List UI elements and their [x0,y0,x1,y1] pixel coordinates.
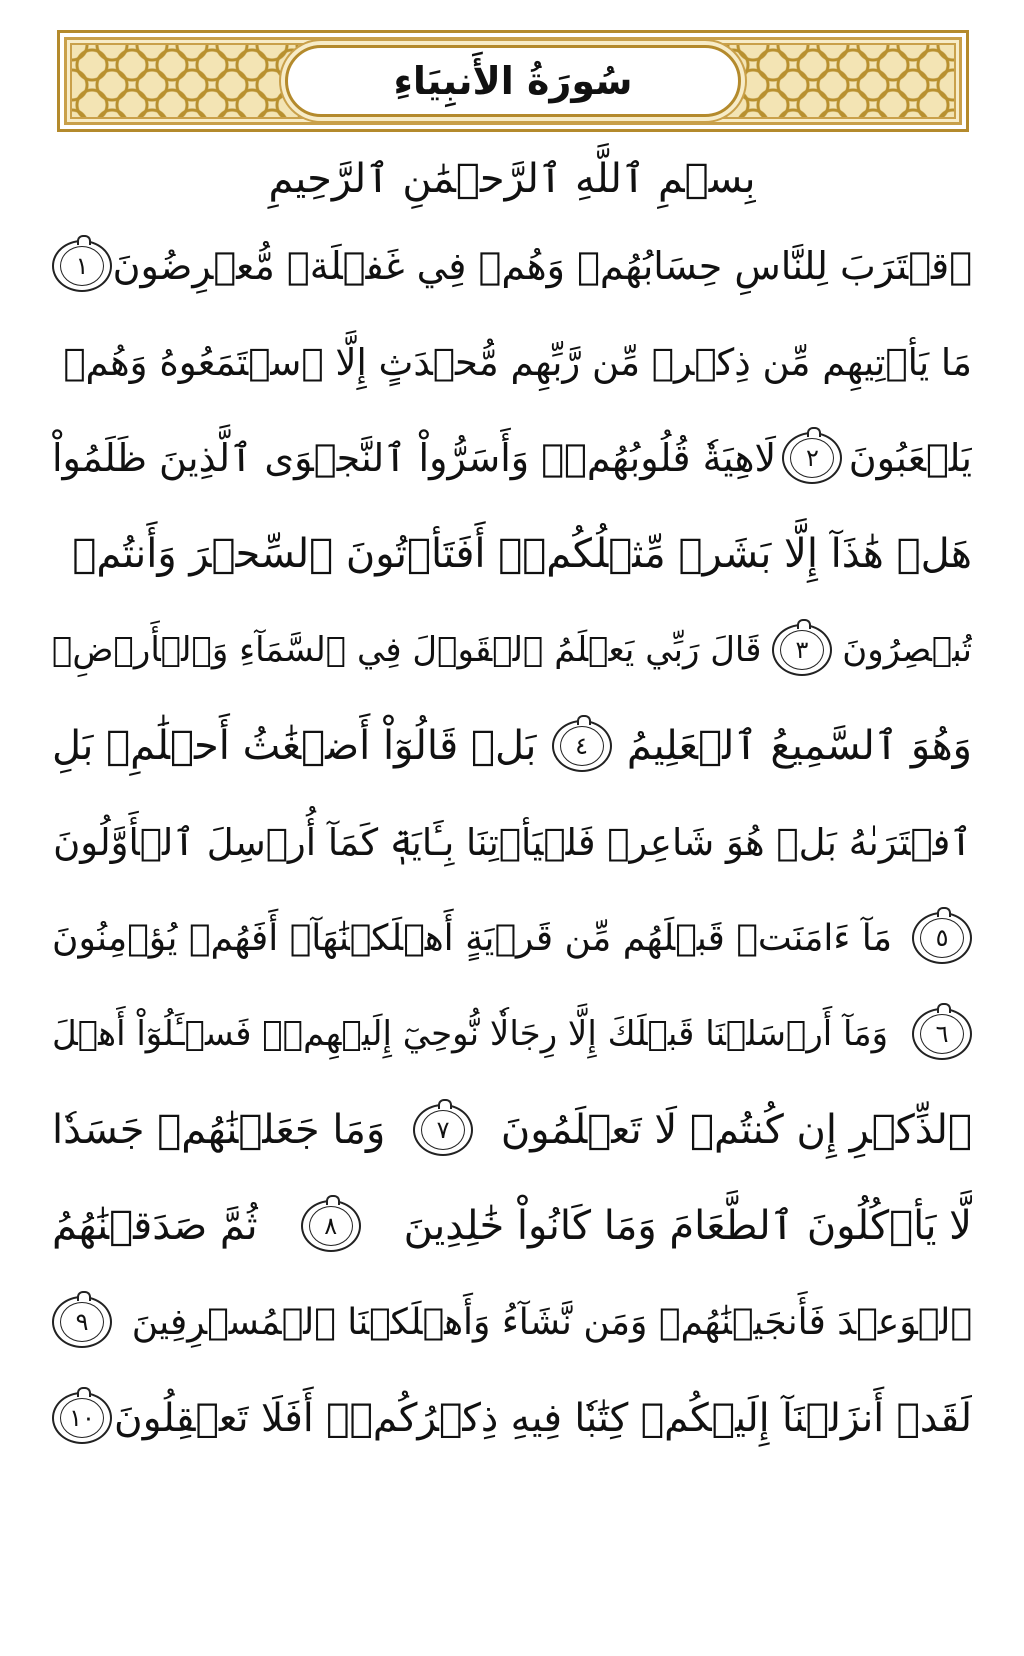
surah-header-frame [57,30,969,132]
ayah-number: ٣ [795,636,809,664]
verse-text: ٱفۡتَرَىٰهُ بَلۡ هُوَ شَاعِرٞ فَلۡيَأۡتِنَا بِـَٔايَةٖ كَمَآ أُرۡسِلَ ٱلۡأَوَّلُونَ [53,820,972,864]
ayah-number: ٧ [436,1116,450,1144]
verse-text: وَمَآ أَرۡسَلۡنَا قَبۡلَكَ إِلَّا رِجَالٗا نُّوحِيٓ إِلَيۡهِمۡۖ فَسۡـَٔلُوٓاْ أَهۡلَ [52,1014,889,1054]
verse-line [52,1370,972,1466]
verse-text: وَهُوَ ٱلسَّمِيعُ ٱلۡعَلِيمُ [626,723,972,769]
ayah-number: ٢ [806,444,819,472]
ayah-number: ٥ [935,924,949,952]
verse-text: يَلۡعَبُونَ [848,436,972,480]
verse-lines [52,218,972,1466]
ayah-end-marker [301,1200,361,1252]
header-ornament-right [711,43,956,119]
verse-text: بَلۡ قَالُوٓاْ أَضۡغَٰثُ أَحۡلَٰمِۭ بَلِ [52,723,537,769]
verse-line [52,794,972,890]
verse-line [52,890,972,986]
verse-text: قَالَ رَبِّي يَعۡلَمُ ٱلۡقَوۡلَ فِي ٱلسَّمَآءِ وَٱلۡأَرۡضِۖ [52,630,762,670]
verse-text: لَّا يَأۡكُلُونَ ٱلطَّعَامَ وَمَا كَانُواْ خَٰلِدِينَ [403,1203,972,1249]
basmala: بِسۡمِ ٱللَّهِ ٱلرَّحۡمَٰنِ ٱلرَّحِيمِ [268,156,756,202]
verse-text: هَلۡ هَٰذَآ إِلَّا بَشَرٞ مِّثۡلُكُمۡۖ أَفَتَأۡتُونَ ٱلسِّحۡرَ وَأَنتُمۡ [72,531,972,577]
ayah-number: ٩ [75,1308,89,1336]
verse-text: مَآ ءَامَنَتۡ قَبۡلَهُم مِّن قَرۡيَةٍ أَهۡلَكۡنَٰهَآۖ أَفَهُمۡ يُؤۡمِنُونَ [52,917,893,959]
surah-title-cartouche [285,45,741,117]
ayah-end-marker [52,240,112,292]
verse-line [52,506,972,602]
verse-text: ٱلۡوَعۡدَ فَأَنجَيۡنَٰهُمۡ وَمَن نَّشَآءُ وَأَهۡلَكۡنَا ٱلۡمُسۡرِفِينَ [131,1301,972,1343]
verse-line [52,602,972,698]
ayah-number: ٦ [935,1020,949,1048]
verse-text: لَقَدۡ أَنزَلۡنَآ إِلَيۡكُمۡ كِتَٰبٗا فِيهِ ذِكۡرُكُمۡۚ أَفَلَا تَعۡقِلُونَ [114,1395,972,1441]
verse-text: ٱقۡتَرَبَ لِلنَّاسِ حِسَابُهُمۡ وَهُمۡ فِي غَفۡلَةٖ مُّعۡرِضُونَ [112,244,972,288]
ayah-end-marker [52,1392,112,1444]
verse-text: وَمَا جَعَلۡنَٰهُمۡ جَسَدٗا [52,1107,386,1153]
verse-text: تُبۡصِرُونَ [842,630,972,670]
ayah-end-marker [912,912,972,964]
verse-text: ثُمَّ صَدَقۡنَٰهُمُ [52,1203,258,1249]
verse-line [52,1082,972,1178]
verse-line [52,1178,972,1274]
verse-line [52,314,972,410]
ayah-number: ١ [75,252,89,280]
ayah-end-marker [782,432,842,484]
ayah-end-marker [912,1008,972,1060]
verse-line [52,986,972,1082]
verse-text: مَا يَأۡتِيهِم مِّن ذِكۡرٖ مِّن رَّبِّهِم مُّحۡدَثٍ إِلَّا ٱسۡتَمَعُوهُ وَهُمۡ [63,340,972,384]
ayah-end-marker [552,720,612,772]
ayah-number: ٨ [324,1212,338,1240]
header-ornament-left [70,43,315,119]
ayah-number: ٤ [575,732,589,760]
ayah-end-marker [772,624,832,676]
verse-line [52,698,972,794]
verse-line [52,1274,972,1370]
verse-line [52,218,972,314]
ayah-number: ١٠ [69,1404,95,1432]
verse-line [52,410,972,506]
ayah-end-marker [413,1104,473,1156]
surah-title: سُورَةُ الأَنبِيَاءِ [393,59,633,103]
verse-text: لَاهِيَةٗ قُلُوبُهُمۡۗ وَأَسَرُّواْ ٱلنَّجۡوَى ٱلَّذِينَ ظَلَمُواْ [52,436,777,480]
ayah-end-marker [52,1296,112,1348]
verse-text: ٱلذِّكۡرِ إِن كُنتُمۡ لَا تَعۡلَمُونَ [500,1107,972,1153]
